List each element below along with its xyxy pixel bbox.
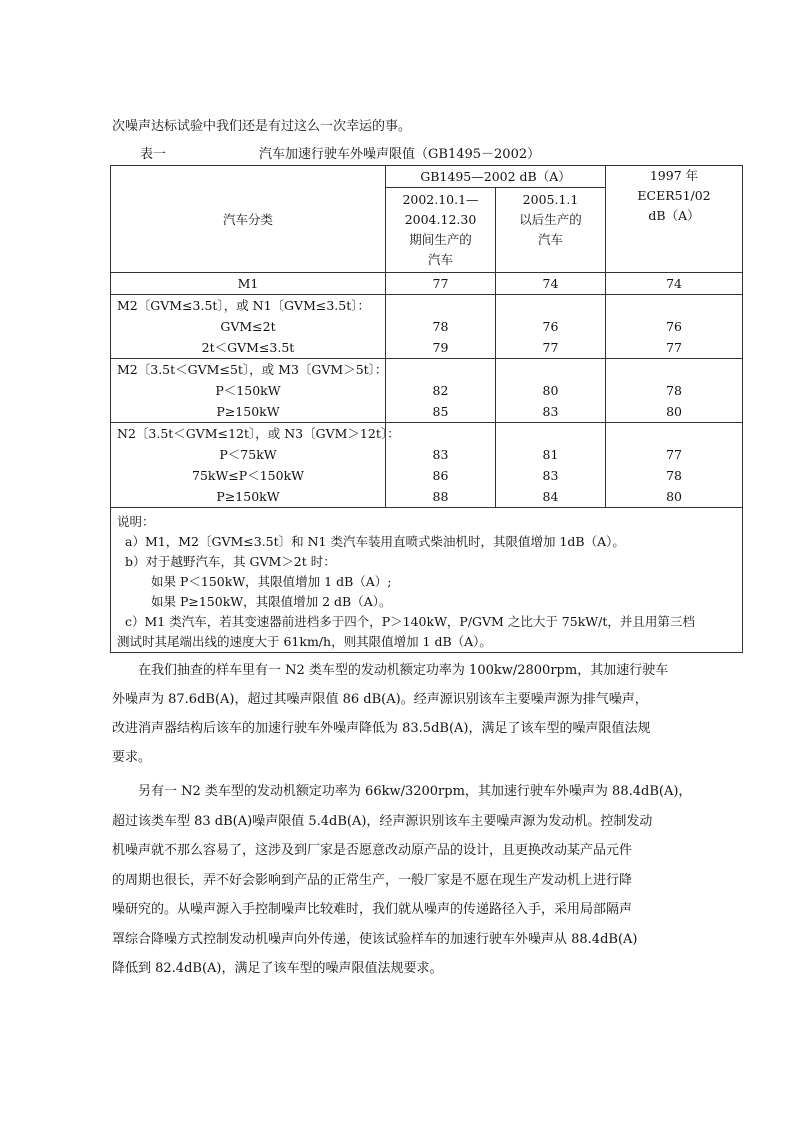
paragraph-line: 超过该类车型 83 dB(A)噪声限值 5.4dB(A)，经声源识别该车主要噪声源为发动机。控制发动 bbox=[112, 813, 653, 829]
limit-value-cell bbox=[496, 423, 606, 508]
header-period-line: 以后生产的 bbox=[519, 212, 582, 227]
note-line: 说明： bbox=[117, 514, 155, 529]
limit-value: 74 bbox=[542, 276, 559, 291]
blank-line bbox=[496, 423, 605, 444]
category-line: GVM≤2t bbox=[220, 319, 276, 334]
category-line: 2t＜GVM≤3.5t bbox=[201, 340, 295, 355]
limit-value-cell bbox=[606, 423, 743, 508]
limit-value: 74 bbox=[666, 276, 682, 291]
header-category: 汽车分类 bbox=[111, 166, 386, 273]
vehicle-category-cell bbox=[111, 295, 386, 359]
limit-value: 85 bbox=[432, 404, 449, 419]
limit-value: 88 bbox=[432, 489, 449, 504]
limit-value: 77 bbox=[542, 340, 559, 355]
limit-value: 83 bbox=[542, 468, 559, 483]
category-line: M1 bbox=[237, 276, 259, 291]
limit-value: 77 bbox=[666, 447, 682, 462]
limit-value-cell bbox=[606, 295, 743, 359]
caption-title: 汽车加速行驶车外噪声限值（GB1495－2002） bbox=[259, 147, 541, 162]
table-header-row bbox=[111, 166, 743, 188]
header-period-line: 2002.10.1— bbox=[402, 192, 479, 207]
paragraph-line: 另有一 N2 类车型的发动机额定功率为 66kw/3200rpm，其加速行驶车外噪声为 88.4dB(A)， bbox=[112, 784, 692, 799]
vehicle-category-cell bbox=[111, 359, 386, 423]
intro-line: 次噪声达标试验中我们还是有过这么一次幸运的事。 bbox=[112, 119, 412, 134]
header-period-2002 bbox=[386, 188, 496, 273]
limit-value: 81 bbox=[542, 447, 559, 462]
limit-value: 77 bbox=[666, 340, 682, 355]
header-period-line: 期间生产的 bbox=[409, 232, 472, 247]
note-line: b）对于越野汽车，其 GVM＞2t 时： bbox=[125, 554, 336, 569]
limit-value-cell bbox=[496, 273, 606, 295]
category-line: 75kW≤P＜150kW bbox=[192, 468, 304, 483]
category-line: N2〔3.5t＜GVM≤12t〕，或 N3〔GVM＞12t〕： bbox=[117, 426, 400, 441]
limit-value: 86 bbox=[432, 468, 449, 483]
header-ecer-line: ECER51/02 bbox=[637, 188, 711, 203]
limit-value: 79 bbox=[432, 340, 449, 355]
limit-value: 76 bbox=[666, 319, 682, 334]
paragraph-line: 降低到 82.4dB(A)，满足了该车型的噪声限值法规要求。 bbox=[112, 961, 443, 976]
blank-line bbox=[496, 359, 605, 380]
paragraph-line: 噪研究的。从噪声源入手控制噪声比较难时，我们就从噪声的传递路径入手，采用局部隔声 bbox=[112, 902, 633, 917]
blank-line bbox=[496, 295, 605, 316]
notes-cell bbox=[111, 508, 743, 653]
paragraph-line: 机噪声就不那么容易了，这涉及到厂家是否愿意改动原产品的设计，且更换改动某产品元件 bbox=[112, 843, 633, 858]
limit-value-cell bbox=[386, 273, 496, 295]
limit-value: 84 bbox=[542, 489, 559, 504]
header-ecer bbox=[606, 166, 743, 273]
header-gb-group: GB1495—2002 dB（A） bbox=[386, 166, 606, 188]
header-ecer-line: dB（A） bbox=[648, 208, 700, 223]
limit-value: 80 bbox=[666, 404, 682, 419]
blank-line bbox=[386, 423, 495, 444]
limit-value: 80 bbox=[666, 489, 682, 504]
vehicle-category-cell bbox=[111, 423, 400, 508]
header-period-line: 汽车 bbox=[427, 252, 453, 267]
limit-value: 83 bbox=[542, 404, 559, 419]
limit-value: 78 bbox=[666, 468, 682, 483]
note-line: a）M1，M2〔GVM≤3.5t〕和 N1 类汽车装用直喷式柴油机时，其限值增加 1dB（A）。 bbox=[125, 534, 625, 549]
category-line: P＜75kW bbox=[219, 447, 277, 462]
blank-line bbox=[606, 359, 742, 380]
header-period-line: 汽车 bbox=[538, 232, 564, 247]
blank-line bbox=[606, 295, 742, 316]
limit-value: 82 bbox=[432, 383, 449, 398]
vehicle-category-cell bbox=[111, 273, 386, 295]
table-group-row bbox=[111, 295, 743, 359]
caption-label: 表一 bbox=[140, 147, 167, 162]
limit-value: 78 bbox=[666, 383, 682, 398]
blank-line bbox=[386, 359, 495, 380]
limit-value: 77 bbox=[432, 276, 449, 291]
header-period-line: 2004.12.30 bbox=[404, 212, 477, 227]
limit-value: 78 bbox=[432, 319, 449, 334]
limit-value-cell bbox=[606, 359, 743, 423]
paragraph-line: 罩综合降噪方式控制发动机噪声向外传递，使该试验样车的加速行驶车外噪声从 88.4dB(A) bbox=[112, 931, 638, 947]
blank-line bbox=[386, 295, 495, 316]
paragraph-line: 外噪声为 87.6dB(A)，超过其噪声限值 86 dB(A)。经声源识别该车主要噪声源为排气噪声， bbox=[112, 692, 648, 707]
limit-value-cell bbox=[496, 295, 606, 359]
category-line: P＜150kW bbox=[215, 383, 281, 398]
note-line: 测试时其尾端出线的速度大于 61km/h，则其限值增加 1 dB（A）。 bbox=[117, 634, 492, 649]
category-line: M2〔GVM≤3.5t〕，或 N1〔GVM≤3.5t〕： bbox=[117, 298, 370, 313]
header-ecer-line: 1997 年 bbox=[649, 168, 699, 183]
blank-line bbox=[606, 423, 742, 444]
header-period-line: 2005.1.1 bbox=[522, 192, 579, 207]
limit-value: 76 bbox=[542, 319, 559, 334]
note-line: 如果 P≥150kW，其限值增加 2 dB（A）。 bbox=[151, 594, 392, 609]
limit-value: 83 bbox=[432, 447, 449, 462]
limit-value: 80 bbox=[542, 383, 559, 398]
table-caption bbox=[140, 146, 541, 164]
limit-value-cell bbox=[496, 359, 606, 423]
noise-limit-table bbox=[110, 165, 743, 653]
limit-value-cell bbox=[386, 359, 496, 423]
category-line: P≥150kW bbox=[216, 404, 280, 419]
header-period-2005 bbox=[496, 188, 606, 273]
limit-value-cell bbox=[386, 295, 496, 359]
category-line: M2〔3.5t＜GVM≤5t〕，或 M3〔GVM＞5t〕： bbox=[117, 362, 388, 377]
table-group-row bbox=[111, 359, 743, 423]
table-group-row bbox=[111, 273, 743, 295]
paragraph-line: 改进消声器结构后该车的加速行驶车外噪声降低为 83.5dB(A)，满足了该车型的噪声限值法规 bbox=[112, 721, 651, 736]
paragraph-line: 的周期也很长，弄不好会影响到产品的正常生产，一般厂家是不愿在现生产发动机上进行降 bbox=[112, 872, 633, 888]
note-line: 如果 P＜150kW，其限值增加 1 dB（A）; bbox=[151, 574, 392, 589]
paragraph-line: 要求。 bbox=[112, 750, 152, 765]
table-group-row bbox=[111, 423, 743, 508]
limit-value-cell bbox=[606, 273, 743, 295]
note-line: c）M1 类汽车，若其变速器前进档多于四个，P＞140kW，P/GVM 之比大于 75kW/t，并且用第三档 bbox=[125, 614, 695, 629]
category-line: P≥150kW bbox=[216, 489, 280, 504]
limit-value-cell bbox=[386, 423, 496, 508]
paragraph-line: 在我们抽查的样车里有一 N2 类车型的发动机额定功率为 100kw/2800rpm，其加速行驶车 bbox=[112, 663, 669, 678]
notes-row bbox=[111, 508, 743, 653]
